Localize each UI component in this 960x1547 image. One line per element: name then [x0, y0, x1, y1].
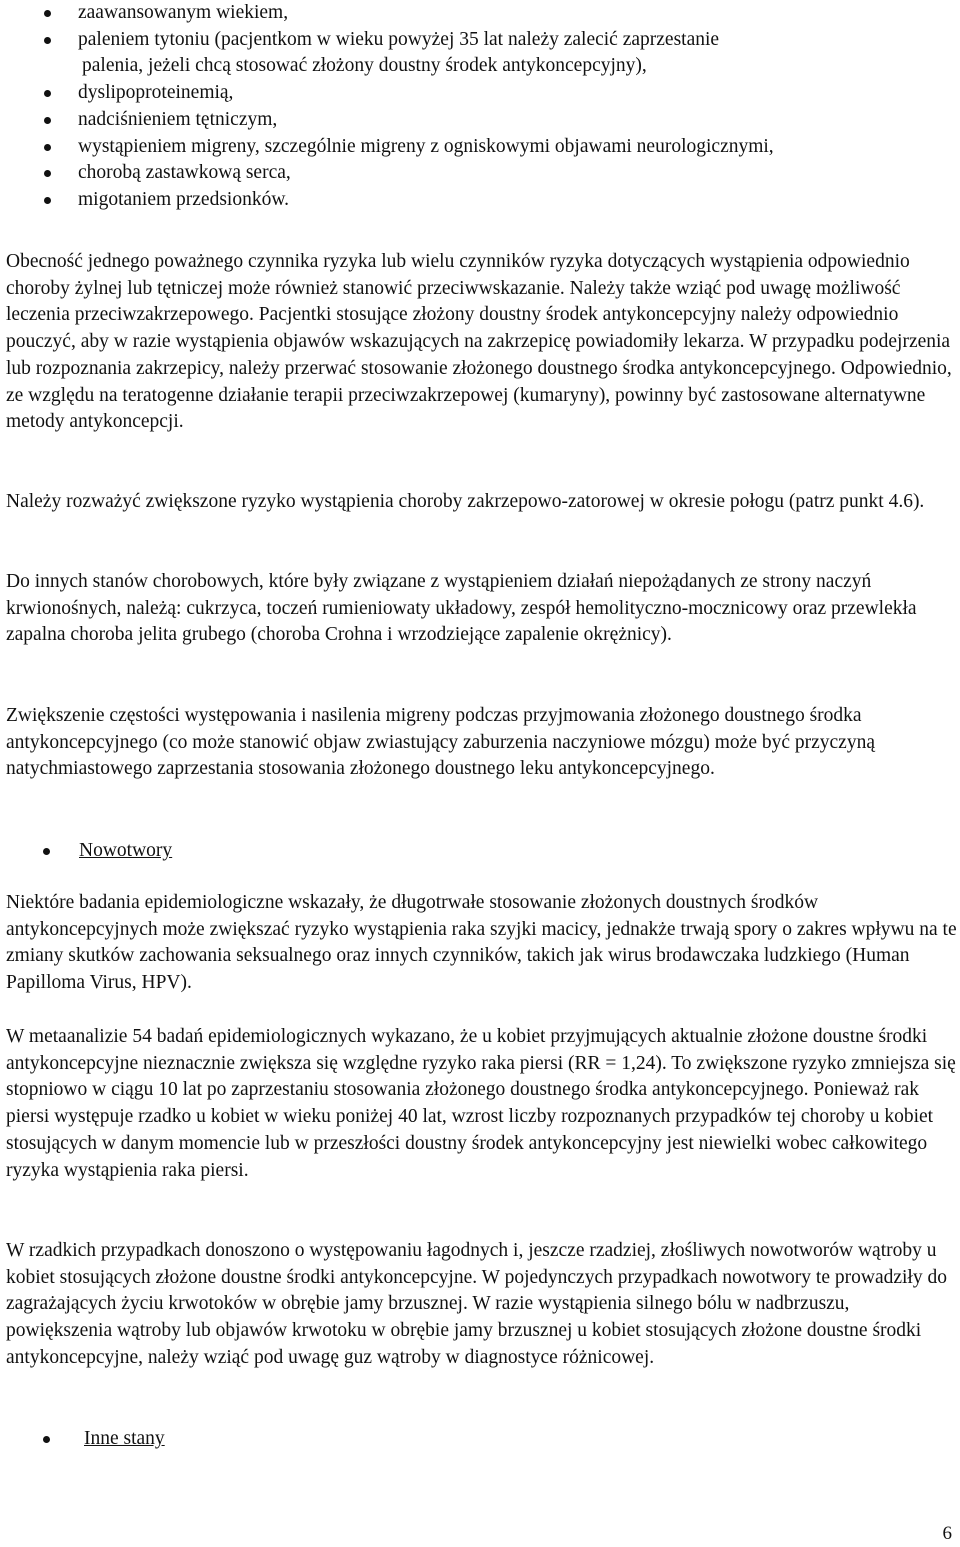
list-item: paleniem tytoniu (pacjentkom w wieku powyżej 35 lat należy zalecić zaprzestanie	[6, 27, 958, 54]
bullet-icon	[44, 170, 51, 177]
list-item: dyslipoproteinemią,	[6, 80, 958, 107]
paragraph-other-conditions: Do innych stanów chorobowych, które były związane z wystąpieniem działań niepożądanych ze strony naczyń krwionośnych, należą: cukrzyca, toczeń rumieniowaty układowy, zespół hemolityczno-mocznicowy oraz przewlekła zapalna choroba jelita grubego (choroba Crohna i wrzodziejące zapalenie okrężnicy).	[6, 571, 917, 646]
paragraph-thrombosis-risk: Obecność jednego poważnego czynnika ryzyka lub wielu czynników ryzyka dotyczących wystąpienia odpowiednio choroby żylnej lub tętniczej może również stanowić przeciwwskazanie. Należy także wziąć pod uwagę możliwość leczenia przeciwzakrzepowego. Pacjentki stosujące złożony doustny środek antykoncepcyjny należy odpowiednio pouczyć, aby w razie wystąpienia objawów wskazujących na zakrzepicę powiadomiły lekarza. W przypadku podejrzenia lub rozpoznania zakrzepicy, należy przerwać stosowanie złożonego doustnego środka antykoncepcyjnego. Odpowiednio, ze względu na teratogenne działanie terapii przeciwzakrzepowej (kumaryny), powinny być zastosowane alternatywne metody antykoncepcji.	[6, 251, 952, 433]
list-item: nadciśnieniem tętniczym,	[6, 107, 958, 134]
list-item: zaawansowanym wiekiem,	[6, 0, 958, 27]
document-page: zaawansowanym wiekiem, paleniem tytoniu (pacjentkom w wieku powyżej 35 lat należy zalecić zaprzestanie palenia, jeżeli chcą stosować złożony doustny środek antykoncepcyjny), dyslipoproteinemią, nadciśnieniem tętniczym, wystąpieniem migreny, szczególnie migreny z ogniskowymi objawami neurologicznymi, chorobą zastawkową serca, migotaniem przedsionków. Obecność jednego poważnego czynnika ryzyka lub wielu czynników ryzyka dotyczących wystąpienia odpowiednio choroby żylnej lub tętniczej może również stanowić przeciwwskazanie. Należy także wziąć pod uwagę możliwość leczenia przeciwzakrzepowego. Pacjentki stosujące złożony doustny środek antykoncepcyjny należy odpowiednio pouczyć, aby w razie wystąpienia objawów wskazujących na zakrzepicę powiadomiły lekarza. W przypadku podejrzenia lub rozpoznania zakrzepicy, należy przerwać stosowanie złożonego doustnego środka antykoncepcyjnego. Odpowiednio, ze względu na teratogenne działanie terapii przeciwzakrzepowej (kumaryny), powinny być zastosowane alternatywne metody antykoncepcji. Należy rozważyć zwiększone ryzyko wystąpienia choroby zakrzepowo-zatorowej w okresie połogu (patrz punkt 4.6). Do innych stanów chorobowych, które były związane z wystąpieniem działań niepożądanych ze strony naczyń krwionośnych, należą: cukrzyca, toczeń rumieniowaty układowy, zespół hemolityczno-mocznicowy oraz przewlekła zapalna choroba jelita grubego (choroba Crohna i wrzodziejące zapalenie okrężnicy). Zwiększenie częstości występowania i nasilenia migreny podczas przyjmowania złożonego doustnego środka antykoncepcyjnego (co może stanowić objaw zwiastujący zaburzenia naczyniowe mózgu) może być przyczyną natychmiastowego zaprzestania stosowania złożonego doustnego leku antykoncepcyjnego. Nowotwory Niektóre badania epidemiologiczne wskazały, że długotrwałe stosowanie złożonych doustnych środków antykoncepcyjnych może zwiększać ryzyko wystąpienia raka szyjki macicy, jednakże trwają spory o zakres wpływu na te zmiany skutków zachowania seksualnego oraz innych czynników, takich jak wirus brodawczaka ludzkiego (Human Papilloma Virus, HPV). W metaanalizie 54 badań epidemiologicznych wykazano, że u kobiet przyjmujących aktualnie złożone doustne środki antykoncepcyjne nieznacznie zwiększa się względne ryzyko raka piersi (RR = 1,24). To zwiększone ryzyko zmniejsza się stopniowo w ciągu 10 lat po zaprzestaniu stosowania złożonego doustnego środka antykoncepcyjnego. Ponieważ rak piersi występuje rzadko u kobiet w wieku poniżej 40 lat, wzrost liczby rozpoznanych przypadków tej choroby u kobiet stosujących w danym momencie lub w przeszłości doustny środek antykoncepcyjny jest niewielki wobec całkowitego ryzyka wystąpienia raka piersi. W rzadkich przypadkach donoszono o występowaniu łagodnych i, jeszcze rzadziej, złośliwych nowotworów wątroby u kobiet stosujących złożone doustne środki antykoncepcyjne. W pojedynczych przypadkach nowotwory te prowadziły do zagrażających życiu krwotoków w obrębie jamy brzusznej. W razie wystąpienia silnego bólu w nadbrzuszu, powiększenia wątroby lub objawów krwotoku w obrębie jamy brzusznej u kobiet stosujących złożone doustne środki antykoncepcyjne, należy wziąć pod uwagę guz wątroby w diagnostyce różnicowej. Inne stany 6	[6, 2, 957, 1544]
paragraph-liver-tumors: W rzadkich przypadkach donoszono o występowaniu łagodnych i, jeszcze rzadziej, złośliwych nowotworów wątroby u kobiet stosujących złożone doustne środki antykoncepcyjne. W pojedynczych przypadkach nowotwory te prowadziły do zagrażających życiu krwotoków w obrębie jamy brzusznej. W razie wystąpienia silnego bólu w nadbrzuszu, powiększenia wątroby lub objawów krwotoku w obrębie jamy brzusznej u kobiet stosujących złożone doustne środki antykoncepcyjne, należy wziąć pod uwagę guz wątroby w diagnostyce różnicowej.	[6, 1240, 947, 1368]
bullet-icon	[44, 117, 51, 124]
paragraph-cervical-cancer: Niektóre badania epidemiologiczne wskazały, że długotrwałe stosowanie złożonych doustnych środków antykoncepcyjnych może zwiększać ryzyko wystąpienia raka szyjki macicy, jednakże trwają spory o zakres wpływu na te zmiany skutków zachowania seksualnego oraz innych czynników, takich jak wirus brodawczaka ludzkiego (Human Papilloma Virus, HPV).	[6, 892, 957, 994]
paragraph-postpartum: Należy rozważyć zwiększone ryzyko wystąpienia choroby zakrzepowo-zatorowej w okresie połogu (patrz punkt 4.6).	[6, 491, 925, 512]
paragraph-migraine: Zwiększenie częstości występowania i nasilenia migreny podczas przyjmowania złożonego doustnego środka antykoncepcyjnego (co może stanowić objaw zwiastujący zaburzenia naczyniowe mózgu) może być przyczyną natychmiastowego zaprzestania stosowania złożonego doustnego leku antykoncepcyjnego.	[6, 705, 875, 780]
risk-factor-list	[6, 0, 958, 214]
page-number: 6	[942, 1523, 952, 1544]
bullet-icon	[44, 197, 51, 204]
bullet-icon	[43, 1436, 50, 1443]
bullet-icon	[44, 144, 51, 151]
list-item: chorobą zastawkową serca,	[6, 160, 958, 187]
list-item: migotaniem przedsionków.	[6, 187, 958, 214]
bullet-icon	[44, 10, 51, 17]
bullet-icon	[44, 90, 51, 97]
list-item-continuation: palenia, jeżeli chcą stosować złożony doustny środek antykoncepcyjny),	[82, 55, 647, 77]
list-item: wystąpieniem migreny, szczególnie migreny z ogniskowymi objawami neurologicznymi,	[6, 134, 958, 161]
bullet-icon	[44, 37, 51, 44]
paragraph-breast-cancer: W metaanalizie 54 badań epidemiologicznych wykazano, że u kobiet przyjmujących aktualnie złożone doustne środki antykoncepcyjne nieznacznie zwiększa się względne ryzyko raka piersi (RR = 1,24). To zwiększone ryzyko zmniejsza się stopniowo w ciągu 10 lat po zaprzestaniu stosowania złożonego doustnego środka antykoncepcyjnego. Ponieważ rak piersi występuje rzadko u kobiet w wieku poniżej 40 lat, wzrost liczby rozpoznanych przypadków tej choroby u kobiet stosujących w danym momencie lub w przeszłości doustny środek antykoncepcyjny jest niewielki wobec całkowitego ryzyka wystąpienia raka piersi.	[6, 1026, 956, 1181]
bullet-icon	[43, 848, 50, 855]
